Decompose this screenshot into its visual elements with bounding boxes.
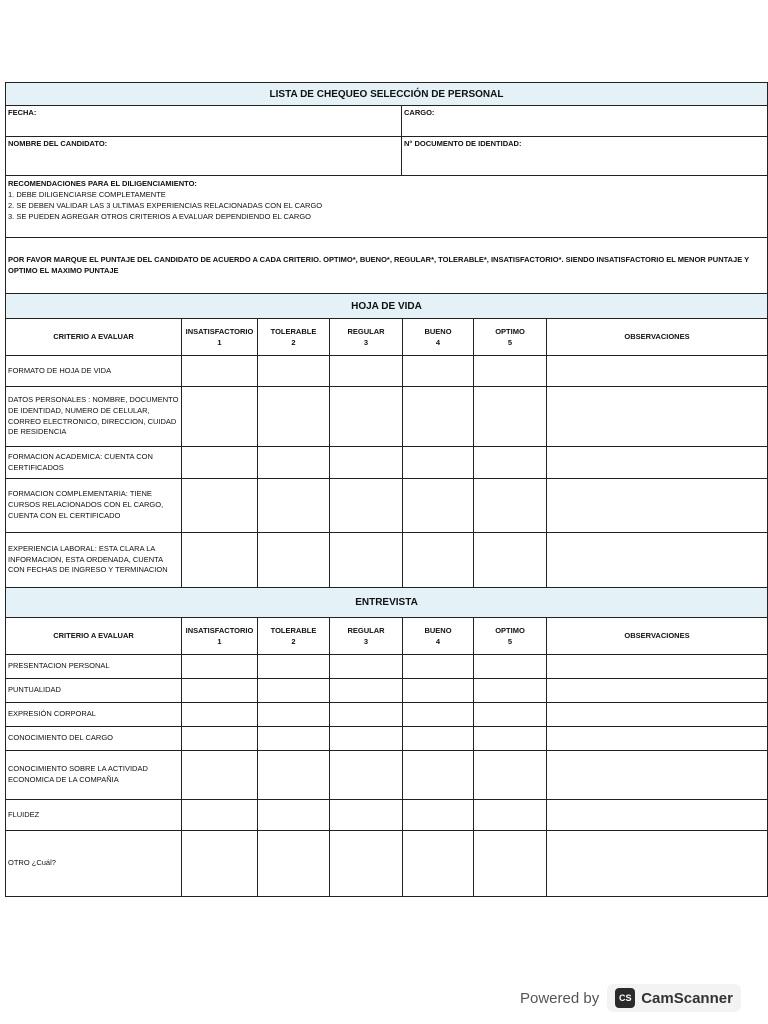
score-cell[interactable]	[403, 703, 474, 726]
score-cell[interactable]	[182, 479, 258, 532]
observation-cell[interactable]	[547, 356, 768, 386]
criterion-label: CONOCIMIENTO SOBRE LA ACTIVIDAD ECONOMICA DE LA COMPAÑIA	[6, 751, 182, 799]
score-header-5: OPTIMO 5	[474, 319, 547, 355]
score-cell[interactable]	[182, 751, 258, 799]
checklist-form	[5, 82, 768, 897]
documento-label: N° DOCUMENTO DE IDENTIDAD:	[404, 139, 522, 148]
title-row	[6, 83, 768, 106]
nombre-field[interactable]	[6, 137, 402, 175]
table-row	[6, 356, 768, 387]
score-cell[interactable]	[182, 800, 258, 830]
score-cell[interactable]	[182, 387, 258, 446]
score-header-4: BUENO 4	[403, 319, 474, 355]
score-cell[interactable]	[258, 703, 330, 726]
form-title: LISTA DE CHEQUEO SELECCIÓN DE PERSONAL	[6, 83, 768, 105]
score-cell[interactable]	[330, 387, 403, 446]
score-cell[interactable]	[403, 831, 474, 896]
instructions-text: POR FAVOR MARQUE EL PUNTAJE DEL CANDIDATO DE ACUERDO A CADA CRITERIO. OPTIMO*, BUENO*, REGULAR*, TOLERABLE*, INSATISFACTORIO*. SIENDO INSATISFACTORIO EL MENOR PUNTAJE Y OPTIMO EL MAXIMO PUNTAJE	[6, 238, 768, 293]
table-row	[6, 479, 768, 533]
score-cell[interactable]	[474, 387, 547, 446]
observation-cell[interactable]	[547, 479, 768, 532]
score-cell[interactable]	[258, 655, 330, 678]
score-cell[interactable]	[403, 479, 474, 532]
score-cell[interactable]	[474, 727, 547, 750]
observaciones-header: OBSERVACIONES	[547, 319, 768, 355]
recommendation-item: 1. DEBE DILIGENCIARSE COMPLETAMENTE	[8, 189, 166, 199]
score-cell[interactable]	[330, 447, 403, 478]
section-entrevista-header	[6, 588, 768, 618]
criterion-label: OTRO ¿Cuál?	[6, 831, 182, 896]
table-row	[6, 703, 768, 727]
score-cell[interactable]	[403, 447, 474, 478]
score-cell[interactable]	[403, 727, 474, 750]
fecha-field[interactable]	[6, 106, 402, 136]
table-row	[6, 533, 768, 588]
recommendation-item: 3. SE PUEDEN AGREGAR OTROS CRITERIOS A EVALUAR DEPENDIENDO EL CARGO	[8, 211, 311, 221]
observation-cell[interactable]	[547, 655, 768, 678]
observation-cell[interactable]	[547, 447, 768, 478]
score-cell[interactable]	[403, 751, 474, 799]
score-cell[interactable]	[182, 703, 258, 726]
score-cell[interactable]	[474, 679, 547, 702]
score-header-5: OPTIMO 5	[474, 618, 547, 654]
score-cell[interactable]	[474, 655, 547, 678]
score-cell[interactable]	[474, 751, 547, 799]
observation-cell[interactable]	[547, 387, 768, 446]
table-row	[6, 751, 768, 800]
observation-cell[interactable]	[547, 800, 768, 830]
score-cell[interactable]	[330, 479, 403, 532]
score-cell[interactable]	[182, 356, 258, 386]
criterion-label: FORMACION ACADEMICA: CUENTA CON CERTIFICADOS	[6, 447, 182, 478]
score-cell[interactable]	[330, 655, 403, 678]
nombre-label: NOMBRE DEL CANDIDATO:	[8, 139, 108, 148]
camscanner-badge	[607, 984, 741, 1012]
table-row	[6, 679, 768, 703]
score-cell[interactable]	[403, 356, 474, 386]
score-header-2: TOLERABLE 2	[258, 618, 330, 654]
score-cell[interactable]	[182, 655, 258, 678]
observation-cell[interactable]	[547, 533, 768, 587]
documento-field[interactable]	[402, 137, 768, 175]
score-header-4: BUENO 4	[403, 618, 474, 654]
table-row	[6, 387, 768, 447]
camscanner-brand: CamScanner	[641, 989, 733, 1007]
score-cell[interactable]	[258, 751, 330, 799]
score-cell[interactable]	[474, 703, 547, 726]
observaciones-header: OBSERVACIONES	[547, 618, 768, 654]
criterio-header: CRITERIO A EVALUAR	[6, 319, 182, 355]
score-header-2: TOLERABLE 2	[258, 319, 330, 355]
criterion-label: DATOS PERSONALES : NOMBRE, DOCUMENTO DE IDENTIDAD, NUMERO DE CELULAR, CORREO ELECTRONICO, DIRECCION, CUIDAD DE RESIDENCIA	[6, 387, 182, 446]
score-cell[interactable]	[330, 800, 403, 830]
recommendations-row	[6, 176, 768, 238]
score-cell[interactable]	[403, 387, 474, 446]
score-cell[interactable]	[258, 679, 330, 702]
criterio-header: CRITERIO A EVALUAR	[6, 618, 182, 654]
observation-cell[interactable]	[547, 751, 768, 799]
score-cell[interactable]	[182, 533, 258, 587]
observation-cell[interactable]	[547, 679, 768, 702]
score-cell[interactable]	[474, 533, 547, 587]
criterion-label: EXPERIENCIA LABORAL: ESTA CLARA LA INFORMACION, ESTA ORDENADA, CUENTA CON FECHAS DE INGRESO Y TERMINACION	[6, 533, 182, 587]
score-cell[interactable]	[258, 479, 330, 532]
score-cell[interactable]	[182, 679, 258, 702]
score-cell[interactable]	[182, 447, 258, 478]
score-header-3: REGULAR 3	[330, 618, 403, 654]
score-header-3: REGULAR 3	[330, 319, 403, 355]
criterion-label: PUNTUALIDAD	[6, 679, 182, 702]
powered-by-text: Powered by	[520, 989, 600, 1007]
score-cell[interactable]	[403, 655, 474, 678]
score-header-1: INSATISFACTORIO 1	[182, 618, 258, 654]
score-cell[interactable]	[474, 800, 547, 830]
table-row	[6, 727, 768, 751]
criterion-label: FLUIDEZ	[6, 800, 182, 830]
score-cell[interactable]	[258, 727, 330, 750]
score-cell[interactable]	[258, 800, 330, 830]
nombre-documento-row	[6, 137, 768, 176]
score-cell[interactable]	[330, 831, 403, 896]
table-row	[6, 447, 768, 479]
table-row	[6, 655, 768, 679]
observation-cell[interactable]	[547, 727, 768, 750]
score-cell[interactable]	[330, 356, 403, 386]
recommendations-block	[6, 176, 768, 237]
score-cell[interactable]	[474, 479, 547, 532]
score-cell[interactable]	[403, 800, 474, 830]
criterion-label: EXPRESIÓN CORPORAL	[6, 703, 182, 726]
score-cell[interactable]	[182, 727, 258, 750]
criterion-label: CONOCIMIENTO DEL CARGO	[6, 727, 182, 750]
score-cell[interactable]	[258, 387, 330, 446]
table-row	[6, 800, 768, 831]
score-cell[interactable]	[474, 447, 547, 478]
table-row	[6, 831, 768, 897]
section-title: HOJA DE VIDA	[6, 294, 768, 318]
score-cell[interactable]	[474, 356, 547, 386]
observation-cell[interactable]	[547, 831, 768, 896]
score-cell[interactable]	[182, 831, 258, 896]
criterion-label: PRESENTACION PERSONAL	[6, 655, 182, 678]
score-cell[interactable]	[258, 356, 330, 386]
score-cell[interactable]	[330, 751, 403, 799]
score-cell[interactable]	[258, 533, 330, 587]
score-cell[interactable]	[403, 679, 474, 702]
fecha-label: FECHA:	[8, 108, 37, 117]
score-cell[interactable]	[330, 727, 403, 750]
column-header-row	[6, 618, 768, 655]
recommendation-item: 2. SE DEBEN VALIDAR LAS 3 ULTIMAS EXPERIENCIAS RELACIONADAS CON EL CARGO	[8, 200, 323, 210]
camscanner-logo-icon: CS	[615, 988, 635, 1008]
score-cell[interactable]	[330, 533, 403, 587]
cargo-field[interactable]	[402, 106, 768, 136]
section-title: ENTREVISTA	[6, 588, 768, 617]
cargo-label: CARGO:	[404, 108, 435, 117]
observation-cell[interactable]	[547, 703, 768, 726]
recommendations-heading: RECOMENDACIONES PARA EL DILIGENCIAMIENTO:	[8, 179, 197, 188]
camscanner-footer	[520, 982, 758, 1014]
score-cell[interactable]	[258, 447, 330, 478]
criterion-label: FORMATO DE HOJA DE VIDA	[6, 356, 182, 386]
instructions-row	[6, 238, 768, 294]
score-cell[interactable]	[258, 831, 330, 896]
score-header-1: INSATISFACTORIO 1	[182, 319, 258, 355]
score-cell[interactable]	[330, 679, 403, 702]
criterion-label: FORMACION COMPLEMENTARIA: TIENE CURSOS RELACIONADOS CON EL CARGO, CUENTA CON EL CERTIFICADO	[6, 479, 182, 532]
score-cell[interactable]	[330, 703, 403, 726]
score-cell[interactable]	[474, 831, 547, 896]
column-header-row	[6, 319, 768, 356]
section-hoja-de-vida-header	[6, 294, 768, 319]
score-cell[interactable]	[403, 533, 474, 587]
fecha-cargo-row	[6, 106, 768, 137]
